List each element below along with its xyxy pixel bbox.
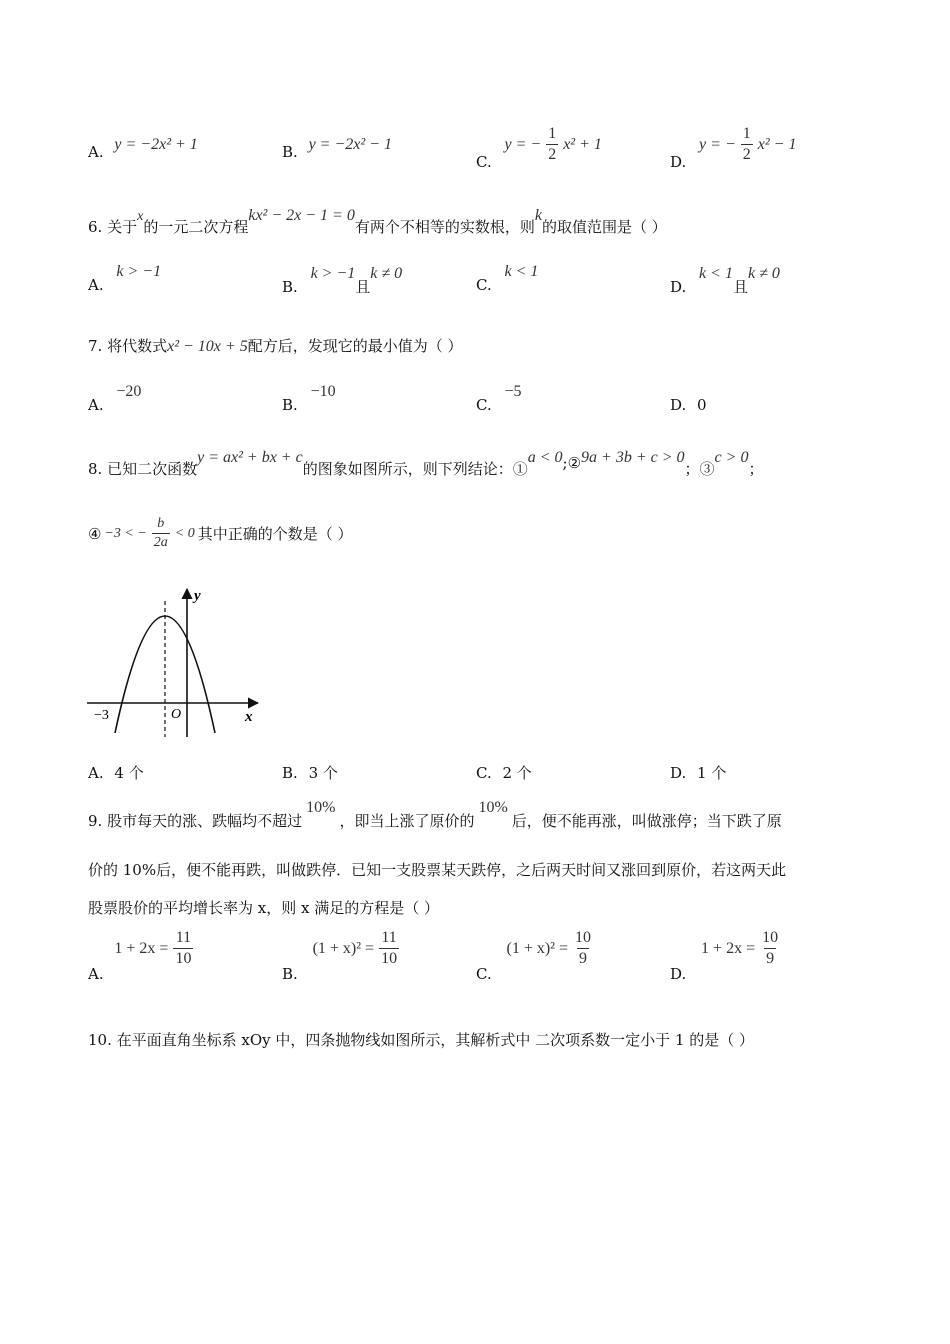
- expr-suffix: x² − 1: [757, 135, 797, 153]
- expr-prefix: 1 + 2x =: [114, 939, 169, 957]
- separator: ；③: [684, 460, 715, 478]
- stem-text: 股市每天的涨、跌幅均不超过: [107, 812, 303, 830]
- conclusion-4: [104, 517, 194, 550]
- q8-stem-line1: [88, 446, 764, 478]
- percent-value: 10%: [306, 799, 336, 816]
- conclusion-1: a < 0: [527, 449, 563, 466]
- option-label: B.: [282, 143, 298, 161]
- option-label: A.: [88, 764, 104, 782]
- separator: ;②: [562, 454, 582, 472]
- option-label: A.: [88, 964, 104, 983]
- fraction-numerator: 10: [762, 929, 779, 946]
- option-expr: [505, 126, 602, 163]
- fraction: [546, 126, 558, 163]
- question-number: 7.: [88, 337, 103, 355]
- q6-option-b[interactable]: [282, 262, 403, 296]
- option-label: A.: [88, 143, 104, 161]
- function-expr: y = ax² + bx + c: [197, 449, 303, 466]
- fraction-numerator: 1: [742, 125, 751, 142]
- q5-option-c[interactable]: [476, 125, 602, 171]
- expr-prefix: −3 < −: [104, 525, 147, 541]
- question-number: 8.: [88, 460, 103, 478]
- stem-text: 配方后，发现它的最小值为（ ）: [247, 337, 463, 355]
- option-label: B.: [282, 964, 298, 983]
- option-text: 3 个: [308, 764, 338, 782]
- option-text: 2 个: [502, 764, 532, 782]
- fraction-denominator: 2: [548, 146, 557, 163]
- conjunction: 且: [732, 278, 748, 296]
- option-label: B.: [282, 278, 298, 296]
- option-expr: y = −2x² + 1: [114, 136, 198, 153]
- stem-text: 的图象如图所示，则下列结论：①: [302, 460, 528, 478]
- fraction-numerator: 11: [381, 929, 397, 946]
- stem-text: 的一元二次方程: [143, 218, 249, 236]
- option-expr: [313, 930, 402, 967]
- option-label: D.: [670, 396, 687, 414]
- option-label: D.: [670, 764, 687, 782]
- option-text: 1 个: [697, 764, 727, 782]
- stem-text: 已知二次函数: [107, 460, 198, 478]
- expr-prefix: y = −: [699, 135, 736, 153]
- q8-option-b[interactable]: [282, 762, 338, 783]
- option-label: A.: [88, 276, 104, 294]
- parabola-graph: [82, 585, 272, 745]
- option-label: C.: [476, 152, 492, 171]
- question-number: 10.: [88, 1031, 112, 1049]
- percent-value: 10%: [478, 799, 508, 816]
- option-label: D.: [670, 964, 687, 983]
- option-label: D.: [670, 152, 687, 171]
- option-expr: [699, 126, 796, 163]
- q7-stem: [88, 335, 462, 356]
- fraction-denominator: 9: [766, 950, 775, 967]
- q7-option-b[interactable]: [282, 382, 336, 414]
- separator: ；: [748, 460, 764, 478]
- q5-option-b[interactable]: [282, 136, 392, 162]
- fraction: [173, 930, 193, 967]
- option-expr: [701, 930, 782, 967]
- q6-option-c[interactable]: [476, 262, 539, 294]
- q6-option-a[interactable]: [88, 262, 162, 294]
- option-label: C.: [476, 764, 492, 782]
- fraction: [760, 930, 780, 967]
- option-label: C.: [476, 396, 492, 414]
- stem-text: 有两个不相等的实数根，则: [354, 218, 535, 236]
- fraction: [152, 517, 170, 550]
- equation: kx² − 2x − 1 = 0: [248, 207, 355, 224]
- option-expr: −10: [310, 383, 336, 400]
- q8-option-d[interactable]: [670, 762, 726, 783]
- q9-option-c[interactable]: [476, 929, 595, 983]
- conclusion-2: 9a + 3b + c > 0: [581, 449, 685, 466]
- option-label: D.: [670, 278, 687, 296]
- circled-number: ④: [88, 524, 102, 543]
- q8-stem-line2: [88, 517, 353, 550]
- y-axis-label: y: [194, 588, 201, 604]
- origin-label: O: [171, 707, 182, 722]
- q9-stem-line1: [88, 796, 782, 830]
- q10-stem: [88, 1029, 754, 1050]
- tick-label: −3: [94, 708, 109, 723]
- fraction-denominator: 10: [381, 950, 398, 967]
- option-text: 4 个: [114, 764, 144, 782]
- expr-suffix: x² + 1: [563, 135, 602, 153]
- q7-option-d[interactable]: [670, 396, 707, 414]
- fraction: [741, 126, 753, 163]
- expr-prefix: (1 + x)² =: [506, 939, 568, 957]
- stem-text: 在平面直角坐标系 xOy 中，四条抛物线如图所示，其解析式中 二次项系数一定小于 1 的是（ ）: [116, 1031, 755, 1049]
- option-label: A.: [88, 396, 104, 414]
- option-expr: k ≠ 0: [370, 265, 403, 282]
- fraction-denominator: 2: [742, 146, 751, 163]
- fraction-numerator: 11: [175, 929, 192, 946]
- option-expr: k > −1: [116, 263, 162, 280]
- option-label: B.: [282, 396, 298, 414]
- option-expr: −20: [116, 383, 142, 400]
- option-expr: 0: [697, 396, 707, 414]
- option-label: C.: [476, 276, 492, 294]
- fraction-denominator: 9: [579, 950, 587, 967]
- expr-suffix: < 0: [174, 525, 195, 541]
- fraction: [573, 930, 593, 967]
- q8-option-c[interactable]: [476, 762, 532, 783]
- q9-option-d[interactable]: [670, 929, 782, 983]
- q7-option-a[interactable]: [88, 382, 142, 414]
- q9-stem-line3: 股票股价的平均增长率为 x，则 x 满足的方程是（ ）: [88, 899, 439, 917]
- question-number: 9.: [88, 812, 103, 830]
- q6-stem: [88, 204, 667, 236]
- x-axis-label: x: [245, 709, 253, 725]
- option-expr: k < 1: [699, 265, 733, 282]
- expression: x² − 10x + 5: [167, 338, 248, 355]
- fraction-numerator: b: [157, 516, 165, 531]
- fraction-numerator: 1: [548, 125, 557, 142]
- conjunction: 且: [355, 278, 371, 296]
- q9-option-b[interactable]: [282, 929, 401, 983]
- expr-prefix: y = −: [504, 135, 542, 153]
- option-label: C.: [476, 964, 492, 983]
- fraction-denominator: 10: [175, 950, 192, 967]
- stem-text: ，即当上涨了原价的: [339, 812, 475, 830]
- option-expr: [114, 930, 195, 967]
- q9-option-a[interactable]: [88, 929, 195, 983]
- option-expr: k < 1: [504, 263, 539, 280]
- q8-option-a[interactable]: [88, 762, 144, 783]
- question-number: 6.: [88, 218, 103, 236]
- fraction-denominator: 2a: [153, 535, 168, 550]
- expr-prefix: 1 + 2x =: [701, 939, 756, 957]
- math-var: k: [534, 207, 542, 224]
- math-var: x: [137, 209, 144, 224]
- q6-option-d[interactable]: [670, 262, 780, 296]
- fraction-numerator: 10: [575, 929, 591, 946]
- option-expr: [507, 930, 596, 967]
- option-expr: y = −2x² − 1: [308, 136, 392, 153]
- stem-text: 将代数式: [107, 337, 168, 355]
- fraction: [379, 930, 399, 967]
- stem-text: 关于: [107, 218, 138, 236]
- q5-option-a[interactable]: [88, 136, 198, 162]
- conclusion-3: c > 0: [714, 449, 749, 466]
- option-label: B.: [282, 764, 298, 782]
- stem-text: 其中正确的个数是（ ）: [197, 525, 353, 543]
- option-expr: k > −1: [310, 265, 356, 282]
- option-expr: k ≠ 0: [747, 265, 780, 282]
- expr-prefix: (1 + x)² =: [312, 939, 375, 957]
- stem-text: 后，便不能再涨，叫做涨停；当下跌了原: [511, 812, 782, 830]
- stem-text: 的取值范围是（ ）: [541, 218, 667, 236]
- q5-option-d[interactable]: [670, 125, 797, 171]
- q9-stem-line2: 价的 10%后，便不能再跌，叫做跌停．已知一支股票某天跌停，之后两天时间又涨回到原价，若这两天此: [88, 861, 787, 879]
- option-expr: −5: [504, 383, 522, 400]
- q7-option-c[interactable]: [476, 382, 522, 414]
